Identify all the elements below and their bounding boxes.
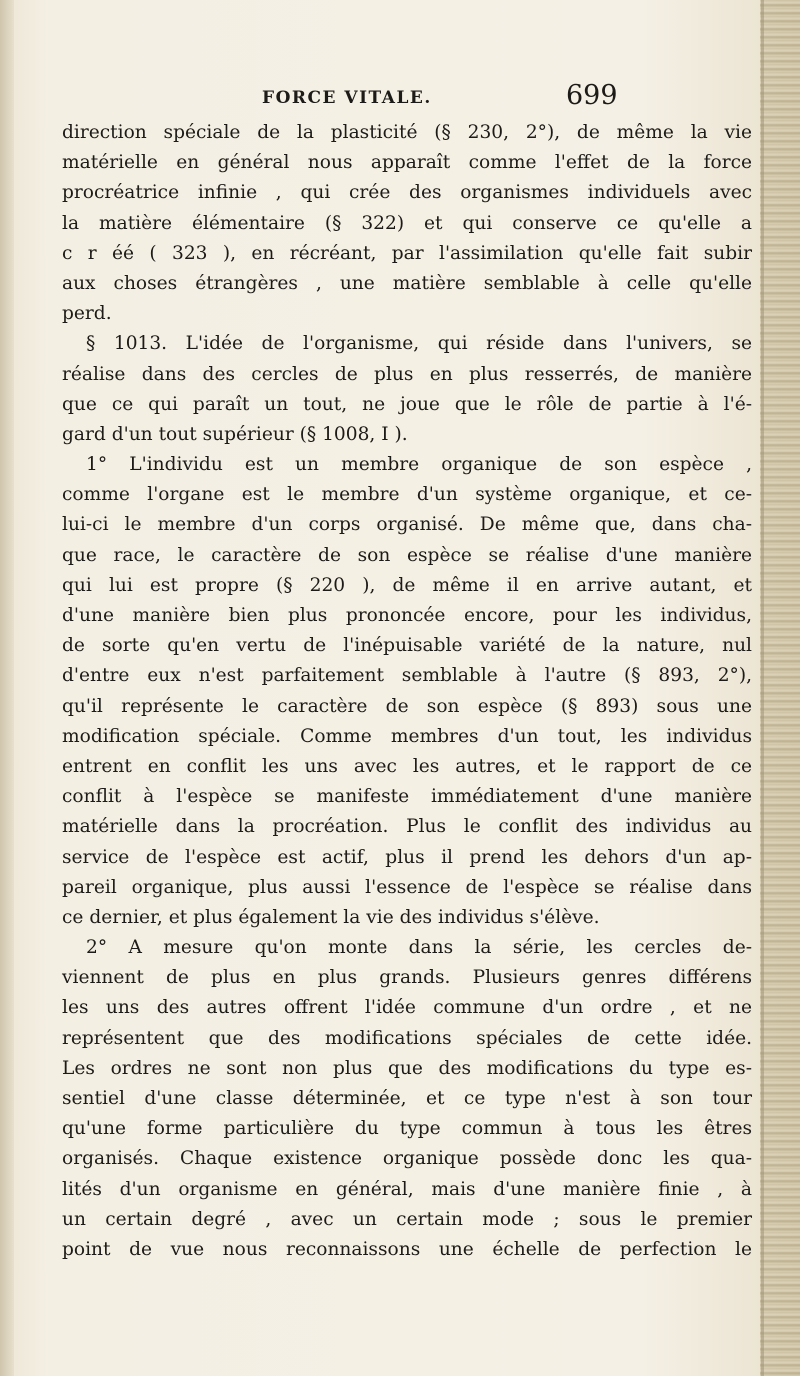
text-line: perd. [62, 303, 112, 325]
text-line: matérielle dans la procréation. Plus le conflit des individus au [62, 816, 752, 838]
text-line: service de l'espèce est actif, plus il prend les dehors d'un ap- [62, 846, 752, 868]
text-line: entrent en conflit les uns avec les autres, et le rapport de ce [62, 755, 752, 777]
text-line: organisés. Chaque existence organique possède donc les qua- [62, 1148, 752, 1170]
text-line: lui-ci le membre d'un corps organisé. De même que, dans cha- [62, 514, 752, 536]
body-text [62, 118, 752, 1265]
text-line: comme l'organe est le membre d'un système organique, et ce- [62, 484, 752, 506]
text-line: c r éé ( 323 ), en récréant, par l'assimilation qu'elle fait subir [62, 242, 752, 264]
text-line: les uns des autres offrent l'idée commune d'un ordre , et ne [62, 997, 752, 1019]
page-header [0, 78, 800, 118]
page-number: 699 [566, 80, 618, 111]
text-line: représentent que des modifications spéciales de cette idée. [62, 1027, 752, 1049]
text-line: un certain degré , avec un certain mode ; sous le premier [62, 1208, 752, 1230]
text-line: direction spéciale de la plasticité (§ 230, 2°), de même la vie [62, 122, 752, 143]
page-gutter-line [761, 0, 764, 1376]
text-line: que race, le caractère de son espèce se réalise d'une manière [62, 544, 752, 566]
text-line: qui lui est propre (§ 220 ), de même il en arrive autant, et [62, 574, 752, 596]
text-line: viennent de plus en plus grands. Plusieurs genres différens [62, 967, 752, 989]
text-line: 1° L'individu est un membre organique de son espèce , [86, 454, 752, 476]
text-line: que ce qui paraît un tout, ne joue que le rôle de partie à l'é- [62, 393, 752, 415]
text-line: qu'il représente le caractère de son espèce (§ 893) sous une [62, 695, 752, 717]
text-line: réalise dans des cercles de plus en plus resserrés, de manière [62, 363, 752, 385]
text-line: sentiel d'une classe déterminée, et ce type n'est à son tour [62, 1088, 752, 1109]
text-line: 2° A mesure qu'on monte dans la série, les cercles de- [86, 937, 752, 959]
page-right-edge [760, 0, 800, 1376]
running-head: FORCE VITALE. [262, 88, 432, 108]
text-line: la matière élémentaire (§ 322) et qui conserve ce qu'elle a [62, 212, 752, 234]
text-line: conflit à l'espèce se manifeste immédiatement d'une manière [62, 786, 752, 808]
text-line: de sorte qu'en vertu de l'inépuisable variété de la nature, nul [62, 635, 752, 657]
text-line: ce dernier, et plus également la vie des individus s'élève. [62, 906, 600, 928]
text-line: d'une manière bien plus prononcée encore, pour les individus, [62, 605, 752, 626]
text-line: d'entre eux n'est parfaitement semblable à l'autre (§ 893, 2°), [62, 665, 752, 687]
text-line: qu'une forme particulière du type commun à tous les êtres [62, 1118, 752, 1140]
text-line: gard d'un tout supérieur (§ 1008, I ). [62, 423, 408, 445]
text-line: Les ordres ne sont non plus que des modifications du type es- [62, 1057, 752, 1079]
text-line: procréatrice infinie , qui crée des organismes individuels avec [62, 182, 752, 204]
text-line: pareil organique, plus aussi l'essence de l'espèce se réalise dans [62, 876, 752, 898]
text-line: modification spéciale. Comme membres d'un tout, les individus [62, 725, 752, 747]
text-line: matérielle en général nous apparaît comme l'effet de la force [62, 152, 752, 174]
text-line: § 1013. L'idée de l'organisme, qui réside dans l'univers, se [86, 333, 752, 355]
text-line: lités d'un organisme en général, mais d'une manière finie , à [62, 1178, 752, 1200]
page-left-edge [0, 0, 14, 1376]
text-line: point de vue nous reconnaissons une échelle de perfection le [62, 1238, 752, 1260]
text-line: aux choses étrangères , une matière semblable à celle qu'elle [62, 272, 752, 294]
